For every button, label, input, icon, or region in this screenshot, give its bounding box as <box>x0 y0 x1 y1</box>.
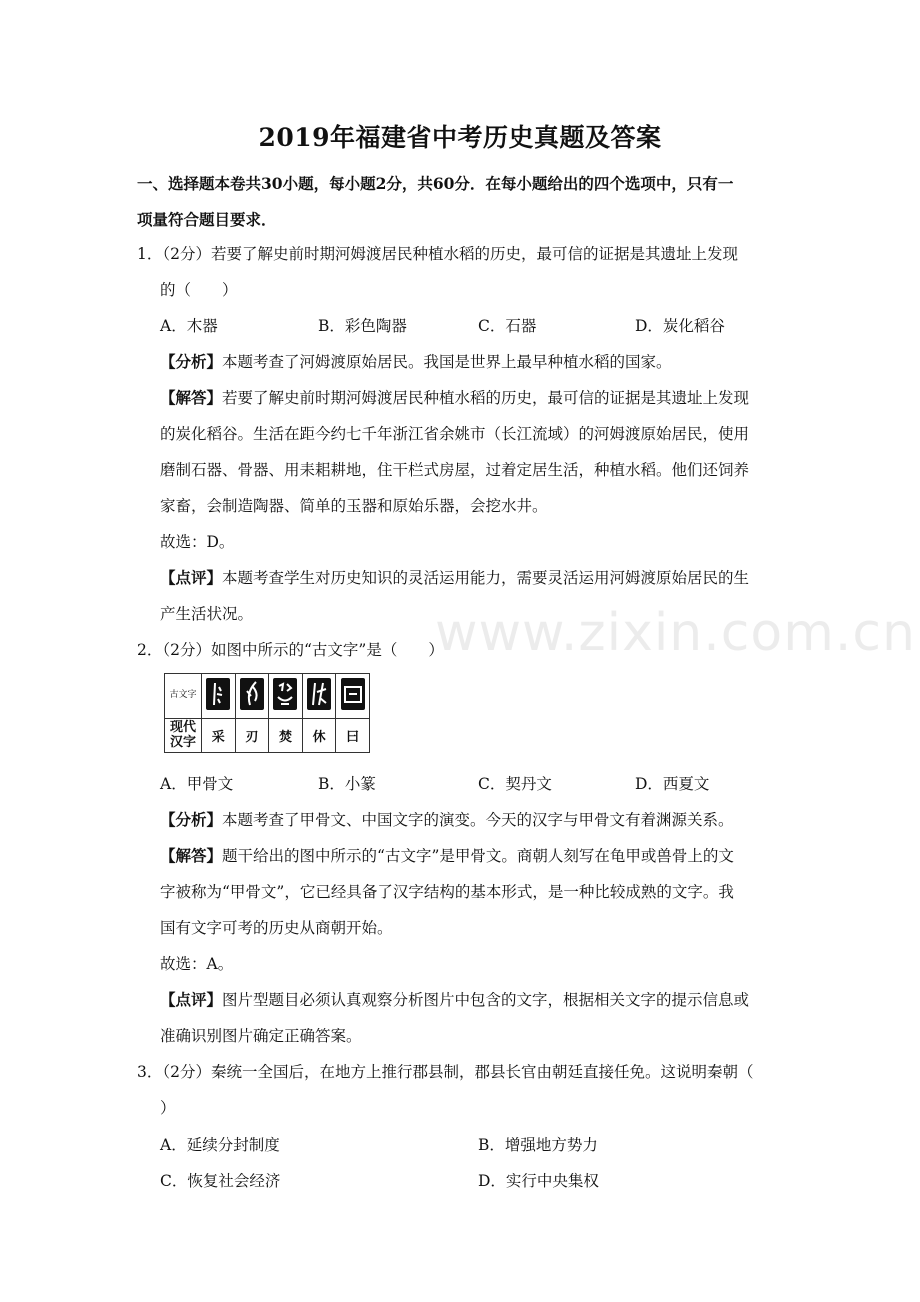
q2-answer-line: 字被称为“甲骨文”，它已经具备了汉字结构的基本形式，是一种比较成熟的文字。我 <box>160 883 734 901</box>
q3-option-d: D．实行中央集权 <box>478 1172 599 1190</box>
q1-option-d: D．炭化稻谷 <box>635 317 725 335</box>
q1-answer <box>160 386 749 408</box>
q2-analysis-tag: 【分析】 <box>160 810 223 829</box>
q2-option-b: B．小篆 <box>318 775 376 793</box>
ancient-glyph-image <box>235 674 269 719</box>
q1-comment-line: 产生活状况。 <box>160 605 254 623</box>
q2-option-d: D．西夏文 <box>635 775 710 793</box>
modern-character: 刃 <box>235 719 269 753</box>
q1-answer-line: 若要了解史前时期河姆渡居民种植水稻的历史，最可信的证据是其遗址上发现 <box>222 389 750 407</box>
q2-option-a: A．甲骨文 <box>160 775 234 793</box>
question-2-stem: 2．（2分）如图中所示的“古文字”是（ ） <box>137 641 444 659</box>
modern-character: 休 <box>302 719 336 753</box>
q1-option-c: C．石器 <box>478 317 537 335</box>
ancient-glyph-image <box>302 674 336 719</box>
ancient-glyph-image <box>269 674 303 719</box>
q1-option-b: B．彩色陶器 <box>318 317 407 335</box>
q2-answer-line: 题干给出的图中所示的“古文字”是甲骨文。商朝人刻写在龟甲或兽骨上的文 <box>222 847 734 865</box>
q3-option-c: C．恢复社会经济 <box>160 1172 281 1190</box>
table-header-modern: 现代汉字 <box>165 719 202 753</box>
question-1-stem-cont: 的（ ） <box>160 281 238 299</box>
q2-analysis <box>160 808 734 830</box>
q1-analysis <box>160 350 672 372</box>
q2-option-c: C．契丹文 <box>478 775 552 793</box>
q1-choice: 故选：D。 <box>160 533 235 551</box>
section-heading-line2: 项量符合题目要求． <box>137 210 277 229</box>
q3-option-a: A．延续分封制度 <box>160 1136 280 1154</box>
ancient-script-table <box>164 673 370 753</box>
q1-comment <box>160 566 749 588</box>
q1-option-a: A．木器 <box>160 317 218 335</box>
modern-character: 采 <box>202 719 236 753</box>
question-3-stem-cont: ） <box>160 1099 176 1117</box>
q2-answer-line: 国有文字可考的历史从商朝开始。 <box>160 919 393 937</box>
table-header-ancient: 古文字 <box>165 674 202 719</box>
q2-answer <box>160 844 734 866</box>
page-title: 2019年福建省中考历史真题及答案 <box>258 123 662 152</box>
q2-comment-line: 准确识别图片确定正确答案。 <box>160 1027 362 1045</box>
q2-comment-line: 图片型题目必须认真观察分析图片中包含的文字，根据相关文字的提示信息或 <box>222 991 750 1009</box>
q1-comment-tag: 【点评】 <box>160 568 223 587</box>
q2-answer-tag: 【解答】 <box>160 846 223 865</box>
question-3-stem: 3．（2分）秦统一全国后，在地方上推行郡县制，郡县长官由朝廷直接任免。这说明秦朝（ <box>137 1063 754 1081</box>
q2-comment-tag: 【点评】 <box>160 990 223 1009</box>
q1-answer-line: 磨制石器、骨器、用耒耜耕地，住干栏式房屋，过着定居生活，种植水稻。他们还饲养 <box>160 461 750 479</box>
watermark: www.zixin.com.cn <box>435 603 916 663</box>
q1-analysis-text: 本题考查了河姆渡原始居民。我国是世界上最早种植水稻的国家。 <box>222 353 672 371</box>
q1-answer-line: 家畜，会制造陶器、简单的玉器和原始乐器，会挖水井。 <box>160 497 548 515</box>
modern-character: 曰 <box>336 719 370 753</box>
question-1-stem: 1．（2分）若要了解史前时期河姆渡居民种植水稻的历史，最可信的证据是其遗址上发现 <box>137 245 738 263</box>
q1-analysis-tag: 【分析】 <box>160 352 223 371</box>
q1-comment-line: 本题考查学生对历史知识的灵活运用能力，需要灵活运用河姆渡原始居民的生 <box>222 569 750 587</box>
q3-option-b: B．增强地方势力 <box>478 1136 598 1154</box>
ancient-glyph-image <box>202 674 236 719</box>
q2-comment <box>160 988 749 1010</box>
q2-analysis-text: 本题考查了甲骨文、中国文字的演变。今天的汉字与甲骨文有着渊源关系。 <box>222 811 734 829</box>
q2-choice: 故选：A。 <box>160 955 234 973</box>
section-heading-line1: 一、选择题本卷共30小题，每小题2分，共60分．在每小题给出的四个选项中，只有一 <box>137 174 734 193</box>
q1-answer-line: 的炭化稻谷。生活在距今约七千年浙江省余姚市（长江流域）的河姆渡原始居民，使用 <box>160 425 750 443</box>
q1-answer-tag: 【解答】 <box>160 388 223 407</box>
ancient-glyph-image <box>336 674 370 719</box>
modern-character: 焚 <box>269 719 303 753</box>
